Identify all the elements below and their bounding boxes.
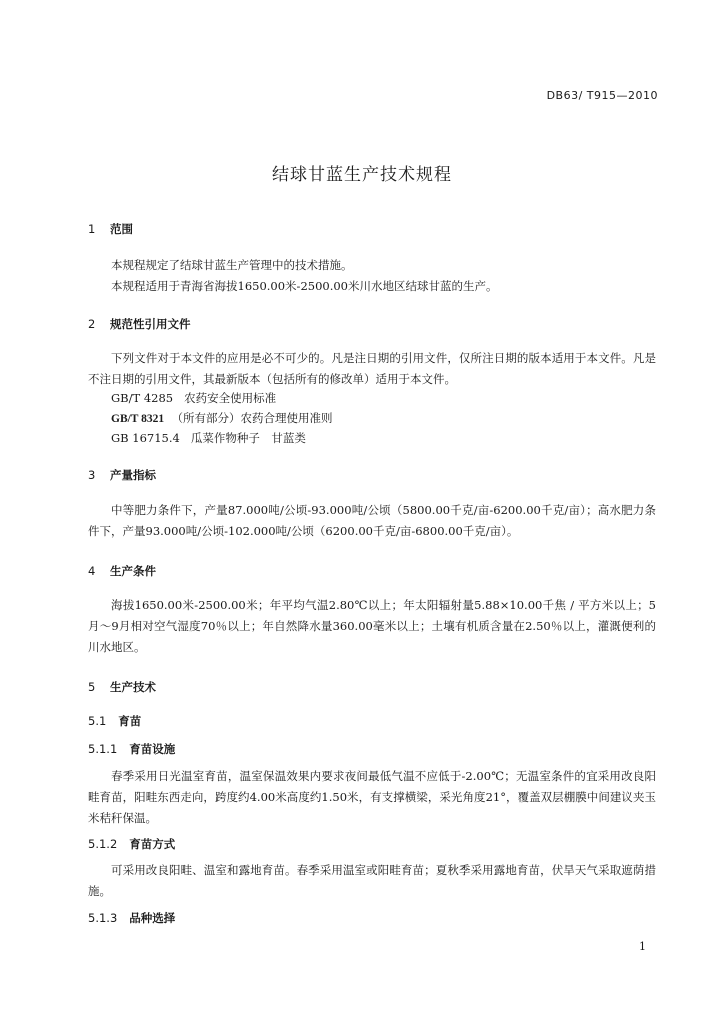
page-number: 1 (639, 940, 646, 953)
section-5-1-1-heading (88, 741, 175, 757)
reference-name: （所有部分）农药合理使用准则 (171, 411, 333, 425)
section-3-heading (88, 467, 156, 483)
section-title: 育苗设施 (129, 742, 176, 756)
section-number: 4 (88, 564, 96, 578)
page-title: 结球甘蓝生产技术规程 (272, 165, 452, 185)
section-title: 规范性引用文件 (110, 317, 191, 331)
section-2-heading (88, 316, 191, 332)
section-2-paragraph: 下列文件对于本文件的应用是必不可少的。凡是注日期的引用文件，仅所注日期的版本适用于本文件。凡是不注日期的引用文件，其最新版本（包括所有的修改单）适用于本文件。 (88, 351, 656, 386)
section-5-1-1-paragraph: 春季采用日光温室育苗，温室保温效果内要求夜间最低气温不应低于-2.00℃；无温室条件的宜采用改良阳畦育苗，阳畦东西走向，跨度约4.00米高度约1.50米，有支撑横梁，采光角度21°，覆盖双层棚膜中间建议夹玉米秸秆保温。 (88, 769, 656, 825)
section-3-paragraph: 中等肥力条件下，产量87.000吨/公顷-93.000吨/公顷（5800.00千克/亩-6200.00千克/亩）；高水肥力条件下，产量93.000吨/公顷-102.000吨/公顷（6200.00千克/亩-6800.00千克/亩）。 (88, 503, 656, 538)
section-5-heading (88, 679, 156, 695)
document-code: DB63/ T915—2010 (546, 89, 658, 102)
section-4-paragraph: 海拔1650.00米-2500.00米；年平均气温2.80℃以上；年太阳辐射量5.88×10.00千焦 / 平方米以上；5月～9月相对空气湿度70％以上；年自然降水量360.00毫米以上；土壤有机质含量在2.50％以上，灌溉便利的川水地区。 (88, 598, 656, 654)
section-1-line-2: 本规程适用于青海省海拔1650.00米-2500.00米川水地区结球甘蓝的生产。 (111, 279, 498, 293)
section-number: 5.1 (88, 714, 107, 728)
reference-3 (111, 430, 306, 446)
reference-code: GB/T 8321 (111, 413, 165, 425)
section-5-1-2-paragraph: 可采用改良阳畦、温室和露地育苗。春季采用温室或阳畦育苗；夏秋季采用露地育苗，伏旱天气采取遮荫措施。 (88, 863, 656, 898)
section-number: 5.1.3 (88, 911, 118, 925)
section-title: 育苗 (118, 714, 142, 728)
reference-2 (111, 410, 332, 426)
section-title: 生产技术 (110, 680, 156, 694)
section-number: 5 (88, 680, 96, 694)
section-number: 1 (88, 222, 96, 236)
reference-1 (111, 390, 276, 406)
section-5-1-heading (88, 713, 141, 729)
section-title: 范围 (110, 222, 133, 236)
section-number: 5.1.1 (88, 742, 118, 756)
reference-name: 农药安全使用标准 (184, 391, 277, 405)
section-title: 生产条件 (110, 564, 156, 578)
section-1-heading (88, 221, 133, 237)
section-number: 5.1.2 (88, 837, 118, 851)
reference-name: 瓜菜作物种子 甘蓝类 (190, 431, 306, 445)
section-title: 品种选择 (129, 911, 176, 925)
section-title: 育苗方式 (129, 837, 176, 851)
section-4-heading (88, 563, 156, 579)
section-5-1-3-heading (88, 910, 175, 926)
section-number: 3 (88, 468, 96, 482)
reference-code: GB/T 4285 (111, 391, 174, 405)
section-1-line-1: 本规程规定了结球甘蓝生产管理中的技术措施。 (111, 258, 353, 272)
section-number: 2 (88, 317, 96, 331)
section-title: 产量指标 (110, 468, 156, 482)
reference-code: GB 16715.4 (111, 431, 180, 445)
section-5-1-2-heading (88, 836, 175, 852)
